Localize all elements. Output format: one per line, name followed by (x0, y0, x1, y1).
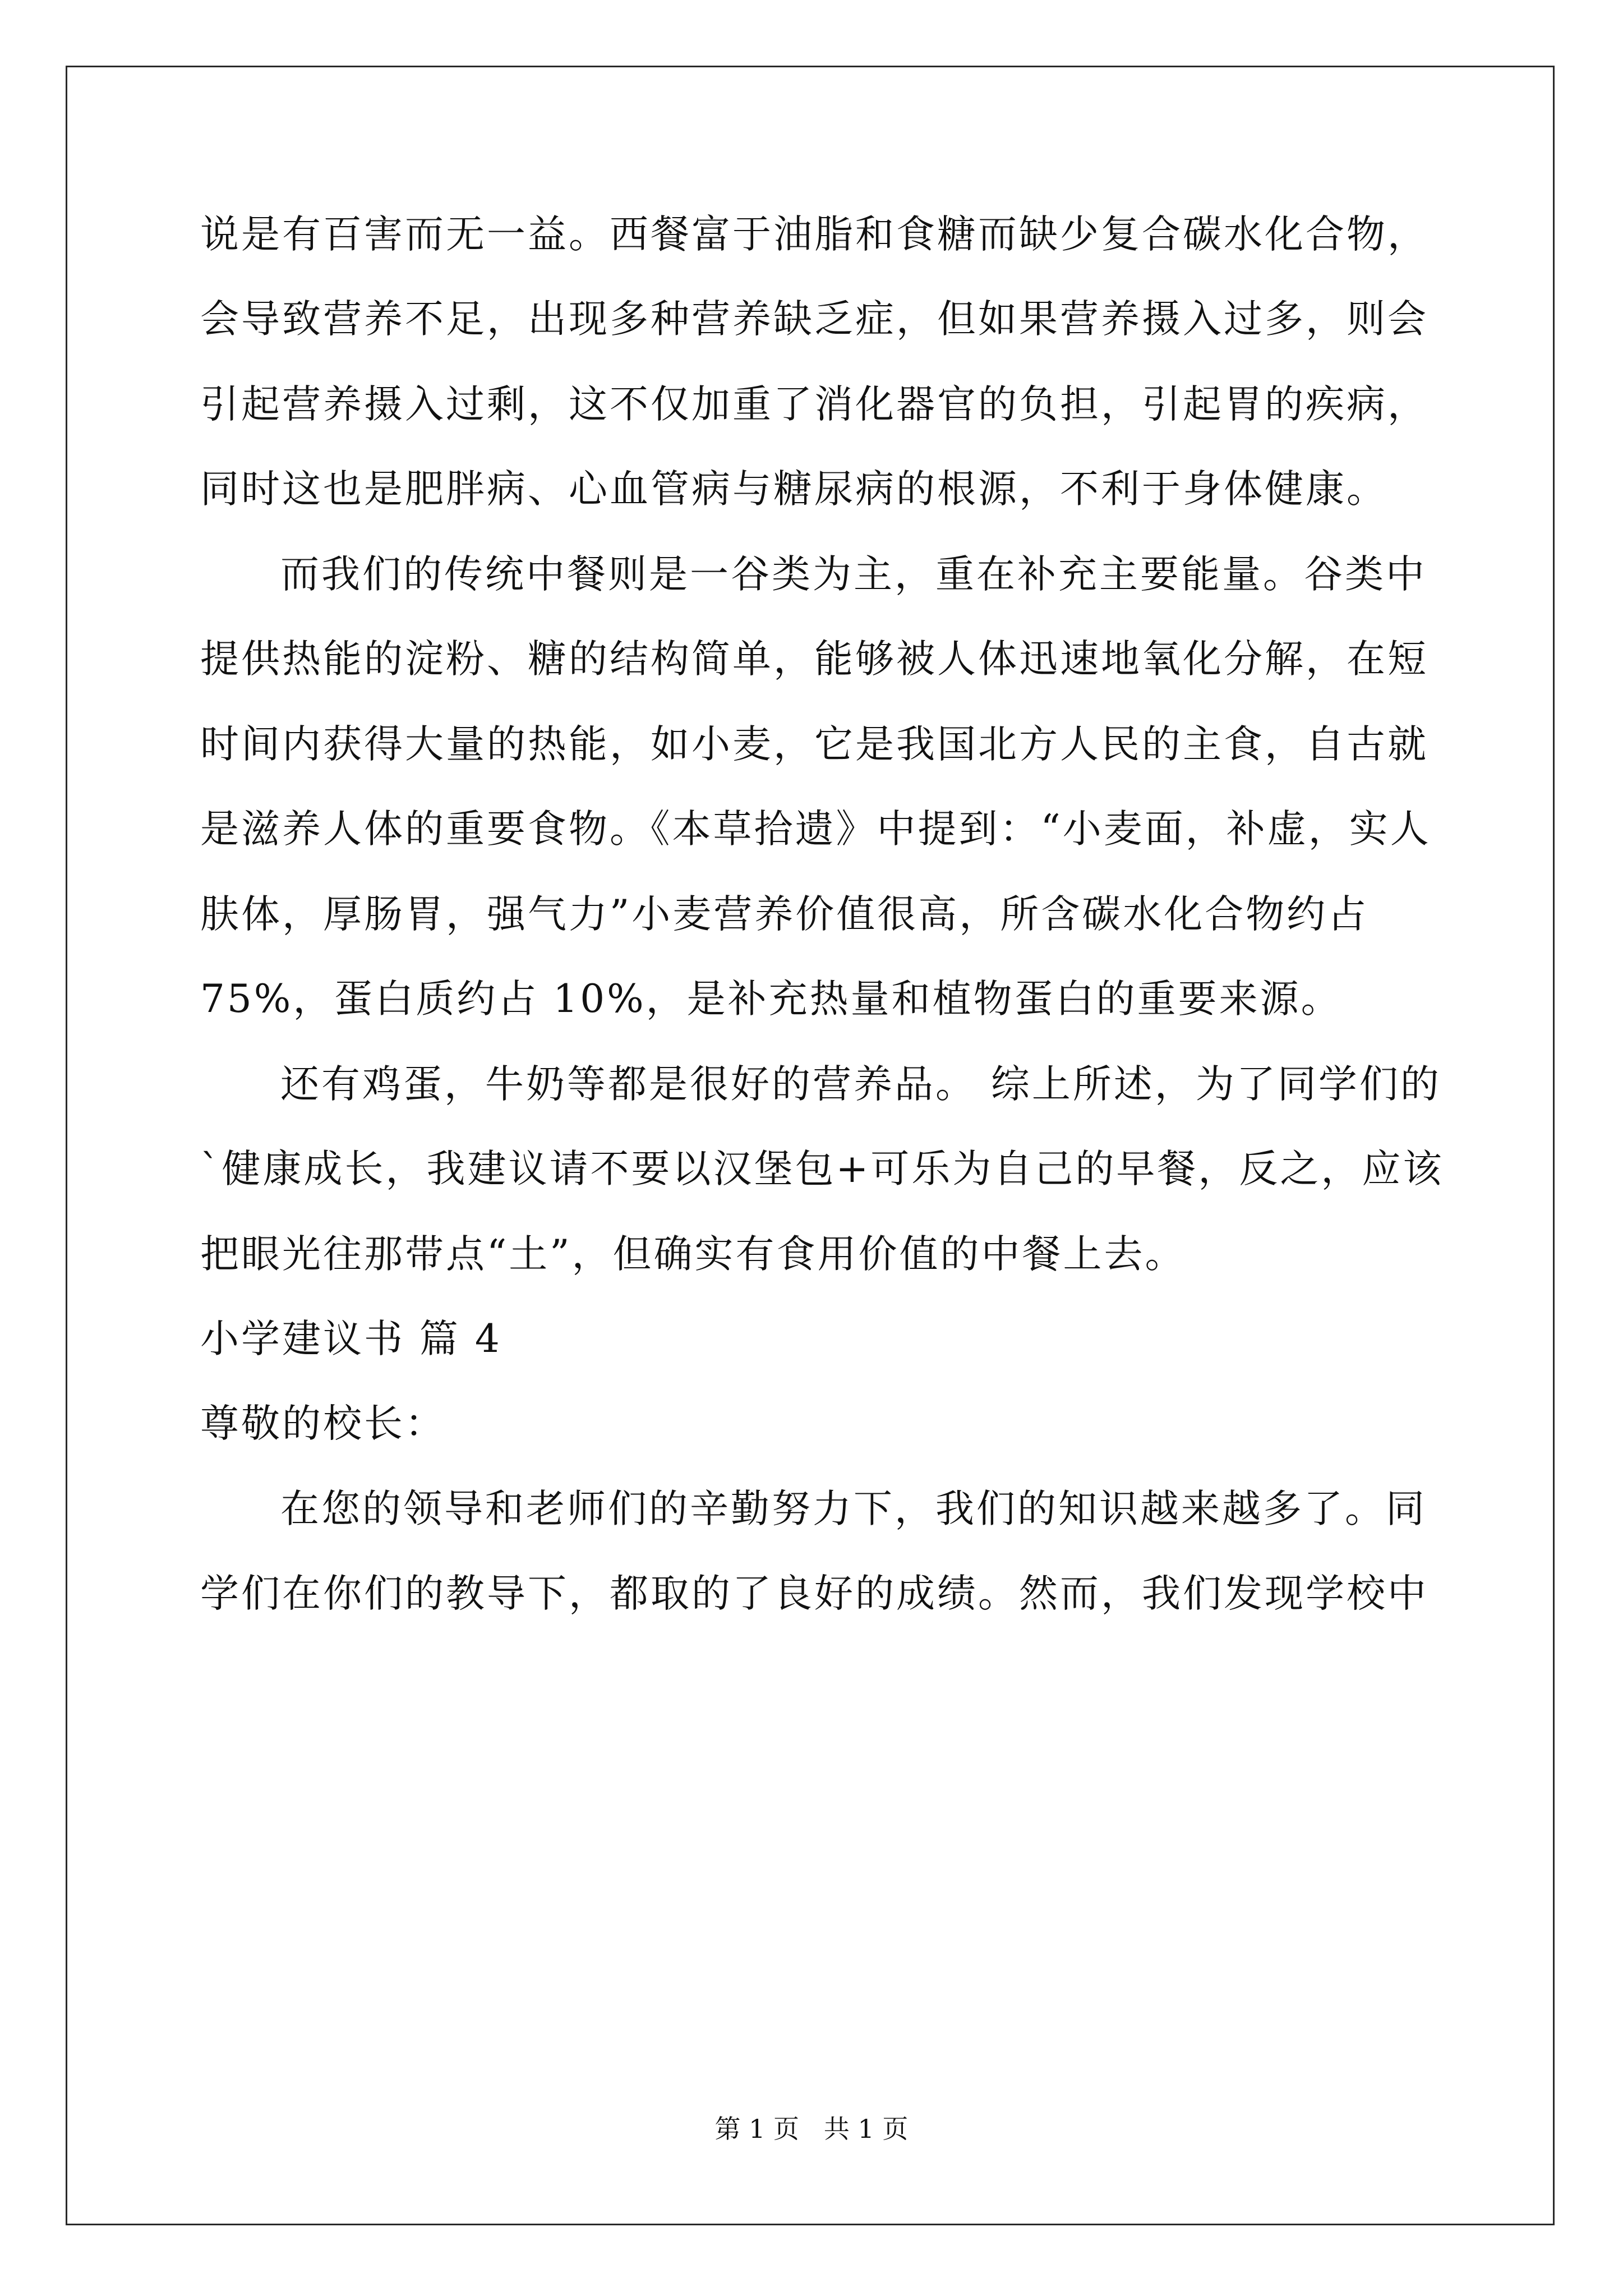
page-footer: 第 1 页 共 1 页 (714, 2114, 909, 2144)
closing-paragraph-line-1: 在您的领导和老师们的辛勤努力下，我们的知识越来越多了。同 (280, 1487, 1427, 1531)
paragraph-3-line-3: 把眼光往那带点“土”，但确实有食用价值的中餐上去。 (200, 1232, 1186, 1277)
paragraph-2-line-5: 肤体，厚肠胃，强气力”小麦营养价值很高，所含碳水化合物约占 (200, 892, 1369, 937)
salutation: 尊敬的校长： (200, 1401, 446, 1446)
paragraph-1-line-2: 会导致营养不足，出现多种营养缺乏症，但如果营养摄入过多，则会 (200, 297, 1428, 342)
paragraph-2-line-2: 提供热能的淀粉、糖的结构简单，能够被人体迅速地氧化分解，在短 (200, 637, 1428, 682)
paragraph-1-line-1: 说是有百害而无一益。西餐富于油脂和食糖而缺少复合碳水化合物， (200, 212, 1428, 257)
paragraph-1-line-3: 引起营养摄入过剩，这不仅加重了消化器官的负担，引起胃的疾病， (200, 382, 1428, 427)
paragraph-3-line-1: 还有鸡蛋，牛奶等都是很好的营养品。 综上所述，为了同学们的 (280, 1062, 1441, 1107)
closing-paragraph-line-2: 学们在你们的教导下，都取的了良好的成绩。然而，我们发现学校中 (200, 1571, 1428, 1616)
paragraph-2-line-4: 是滋养人体的重要食物。《本草拾遗》中提到：“小麦面，补虚，实人 (200, 807, 1431, 852)
paragraph-1-line-4: 同时这也是肥胖病、心血管病与糖尿病的根源，不利于身体健康。 (200, 467, 1387, 512)
paragraph-2-line-1: 而我们的传统中餐则是一谷类为主，重在补充主要能量。谷类中 (280, 552, 1427, 597)
paragraph-2-line-3: 时间内获得大量的热能，如小麦，它是我国北方人民的主食，自古就 (200, 722, 1428, 767)
section-title: 小学建议书 篇 4 (200, 1317, 502, 1361)
paragraph-2-line-6: 75%，蛋白质约占 10%，是补充热量和植物蛋白的重要来源。 (200, 977, 1342, 1022)
paragraph-3-line-2: `健康成长，我建议请不要以汉堡包+可乐为自己的早餐，反之，应该 (200, 1147, 1444, 1191)
